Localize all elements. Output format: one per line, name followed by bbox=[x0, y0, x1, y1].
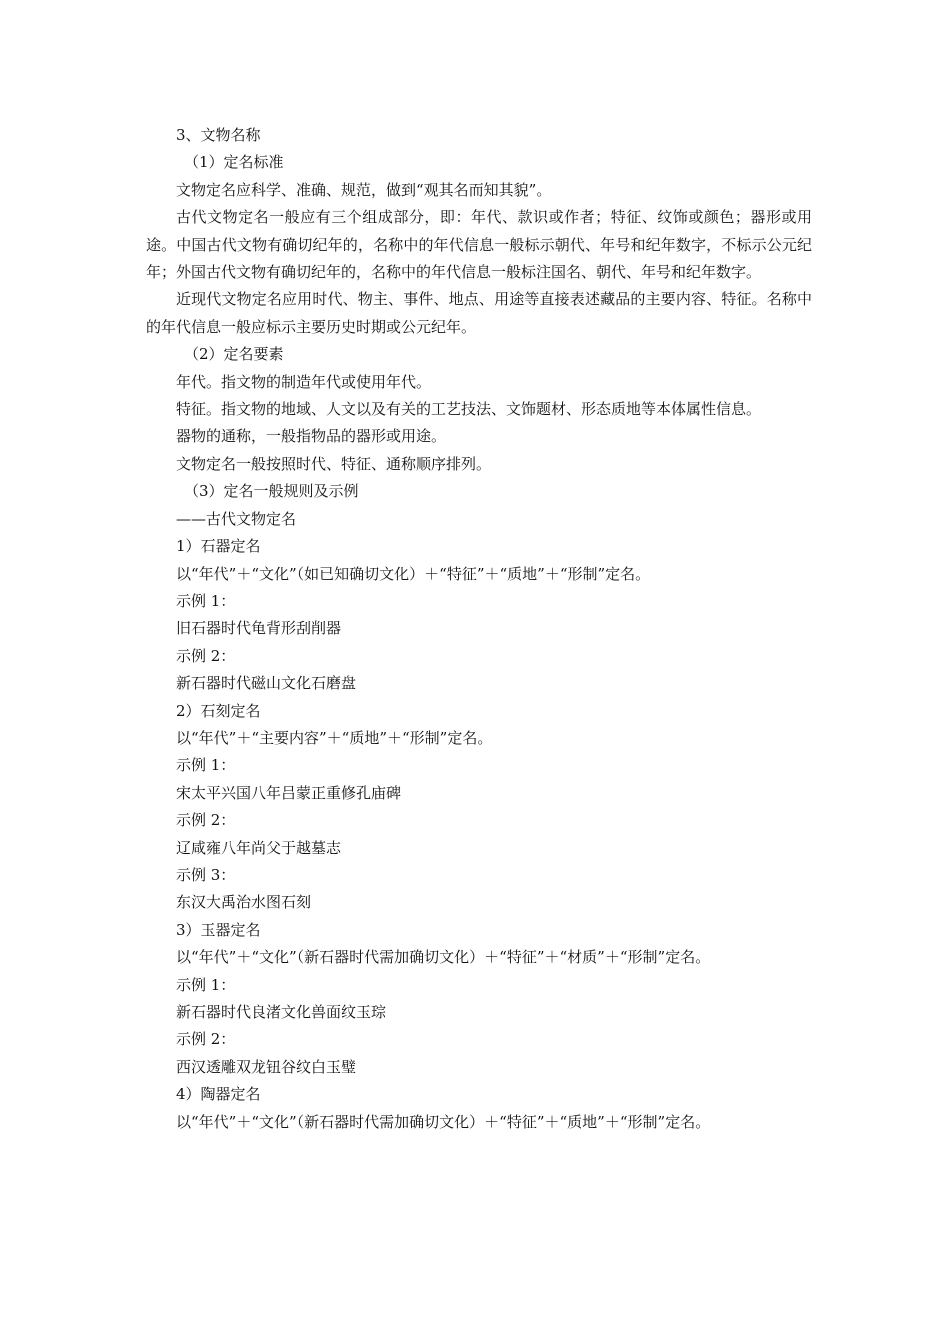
item-title: 1）石器定名 bbox=[176, 537, 261, 556]
subheading-naming-standard: （1）定名标准 bbox=[184, 153, 284, 172]
example-label: 示例 1： bbox=[176, 591, 236, 610]
example-text: 东汉大禹治水图石刻 bbox=[176, 893, 312, 912]
example-label: 示例 2： bbox=[176, 811, 236, 830]
section-heading: 3、文物名称 bbox=[176, 126, 261, 144]
item-rule: 以“年代”＋“主要内容”＋“质地”＋“形制”定名。 bbox=[176, 728, 493, 747]
item-rule: 以“年代”＋“文化”（新石器时代需加确切文化）＋“特征”＋“质地”＋“形制”定名。 bbox=[176, 1112, 711, 1131]
item-title: 2）石刻定名 bbox=[176, 701, 261, 720]
item-title: 3）玉器定名 bbox=[176, 920, 261, 939]
paragraph: 特征。指文物的地域、人文以及有关的工艺技法、文饰题材、形态质地等本体属性信息。 bbox=[176, 400, 762, 419]
paragraph: 文物定名一般按照时代、特征、通称顺序排列。 bbox=[176, 454, 492, 473]
example-text: 旧石器时代龟背形刮削器 bbox=[176, 619, 342, 638]
example-label: 示例 1： bbox=[176, 756, 236, 775]
example-text: 辽咸雍八年尚父于越墓志 bbox=[176, 838, 342, 857]
paragraph: 年代。指文物的制造年代或使用年代。 bbox=[176, 372, 432, 391]
example-label: 示例 2： bbox=[176, 646, 236, 665]
example-label: 示例 1： bbox=[176, 975, 236, 994]
item-rule: 以“年代”＋“文化”（新石器时代需加确切文化）＋“特征”＋“材质”＋“形制”定名。 bbox=[176, 948, 711, 967]
item-rule: 以“年代”＋“文化”（如已知确切文化）＋“特征”＋“质地”＋“形制”定名。 bbox=[176, 564, 651, 583]
item-title: 4）陶器定名 bbox=[176, 1085, 261, 1104]
paragraph: 近现代文物定名应用时代、物主、事件、地点、用途等直接表述藏品的主要内容、特征。名称中的年代信息一般应标示主要历史时期或公元纪年。 bbox=[146, 290, 812, 336]
example-text: 宋太平兴国八年吕蒙正重修孔庙碑 bbox=[176, 783, 402, 802]
example-text: 新石器时代良渚文化兽面纹玉琮 bbox=[176, 1003, 387, 1021]
example-text: 新石器时代磁山文化石磨盘 bbox=[176, 674, 357, 693]
paragraph: 器物的通称，一般指物品的器形或用途。 bbox=[176, 427, 447, 446]
subheading-naming-elements: （2）定名要素 bbox=[184, 345, 284, 364]
paragraph: 文物定名应科学、准确、规范，做到“观其名而知其貌”。 bbox=[176, 180, 552, 199]
subheading-ancient-relics: ——古代文物定名 bbox=[176, 509, 297, 528]
example-label: 示例 2： bbox=[176, 1030, 236, 1049]
subheading-rules-examples: （3）定名一般规则及示例 bbox=[184, 482, 359, 501]
paragraph: 古代文物定名一般应有三个组成部分，即：年代、款识或作者；特征、纹饰或颜色；器形或用途。中国古代文物有确切纪年的，名称中的年代信息一般标示朝代、年号和纪年数字，不标示公元纪年；外国古代文物有确切纪年的，名称中的年代信息一般标注国名、朝代、年号和纪年数字。 bbox=[146, 208, 812, 282]
document-body bbox=[146, 122, 812, 1136]
example-label: 示例 3： bbox=[176, 865, 236, 884]
example-text: 西汉透雕双龙钮谷纹白玉璧 bbox=[176, 1057, 357, 1076]
